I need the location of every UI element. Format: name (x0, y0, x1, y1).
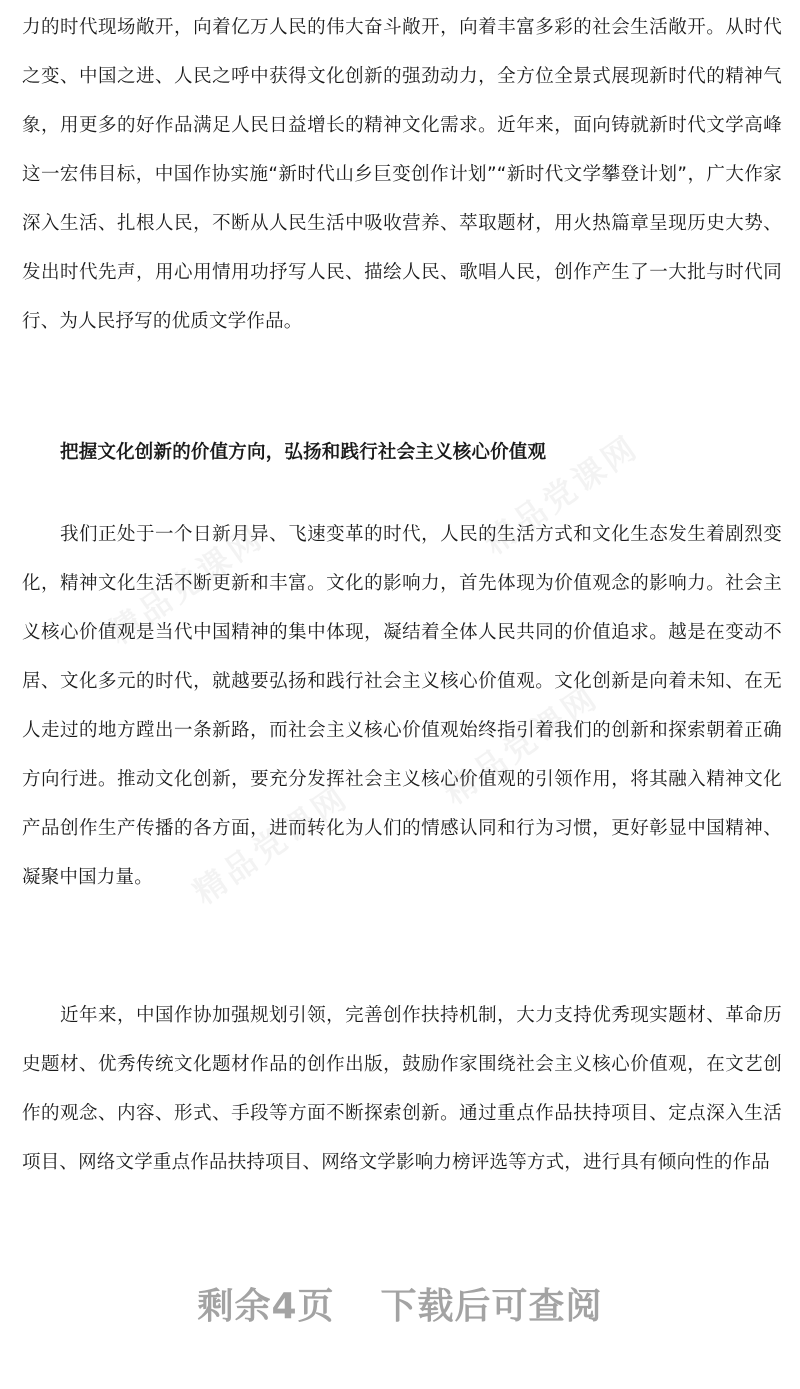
watermark: 精品党课网 (476, 427, 646, 562)
remaining-pages-label: 剩余4页 (197, 1286, 335, 1327)
body-paragraph: 力的时代现场敞开，向着亿万人民的伟大奋斗敞开，向着丰富多彩的社会生活敞开。从时代之变、中国之进、人民之呼中获得文化创新的强劲动力，全方位全景式展现新时代的精神气象，用更多的好作品满足人民日益增长的精神文化需求。近年来，面向铸就新时代文学高峰这一宏伟目标，中国作协实施“新时代山乡巨变创作计划”“新时代文学攀登计划”，广大作家深入生活、扎根人民，不断从人民生活中吸收营养、萃取题材，用火热篇章呈现历史大势、发出时代先声，用心用情用功抒写人民、描绘人民、歌唱人民，创作产生了一大批与时代同行、为人民抒写的优质文学作品。 (22, 17, 782, 332)
watermark: 精品党课网 (101, 517, 271, 652)
watermark: 精品党课网 (186, 777, 356, 912)
section-heading: 把握文化创新的价值方向，弘扬和践行社会主义核心价值观 (60, 442, 547, 463)
download-to-view-label: 下载后可查阅 (380, 1286, 603, 1327)
body-paragraph: 我们正处于一个日新月异、飞速变革的时代，人民的生活方式和文化生态发生着剧烈变化，精神文化生活不断更新和丰富。文化的影响力，首先体现为价值观念的影响力。社会主义核心价值观是当代中国精神的集中体现，凝结着全体人民共同的价值追求。越是在变动不居、文化多元的时代，就越要弘扬和践行社会主义核心价值观。文化创新是向着未知、在无人走过的地方蹚出一条新路，而社会主义核心价值观始终指引着我们的创新和探索朝着正确方向行进。推动文化创新，要充分发挥社会主义核心价值观的引领作用，将其融入精神文化产品创作生产传播的各方面，进而转化为人们的情感认同和行为习惯，更好彰显中国精神、凝聚中国力量。 (22, 524, 782, 888)
body-paragraph: 近年来，中国作协加强规划引领，完善创作扶持机制，大力支持优秀现实题材、革命历史题材、优秀传统文化题材作品的创作出版，鼓励作家围绕社会主义核心价值观，在文艺创作的观念、内容、形式、手段等方面不断探索创新。通过重点作品扶持项目、定点深入生活项目、网络文学重点作品扶持项目、网络文学影响力榜评选等方式，进行具有倾向性的作品 (22, 1005, 782, 1173)
download-prompt-banner[interactable] (0, 1278, 800, 1329)
watermark: 精品党课网 (436, 677, 606, 812)
